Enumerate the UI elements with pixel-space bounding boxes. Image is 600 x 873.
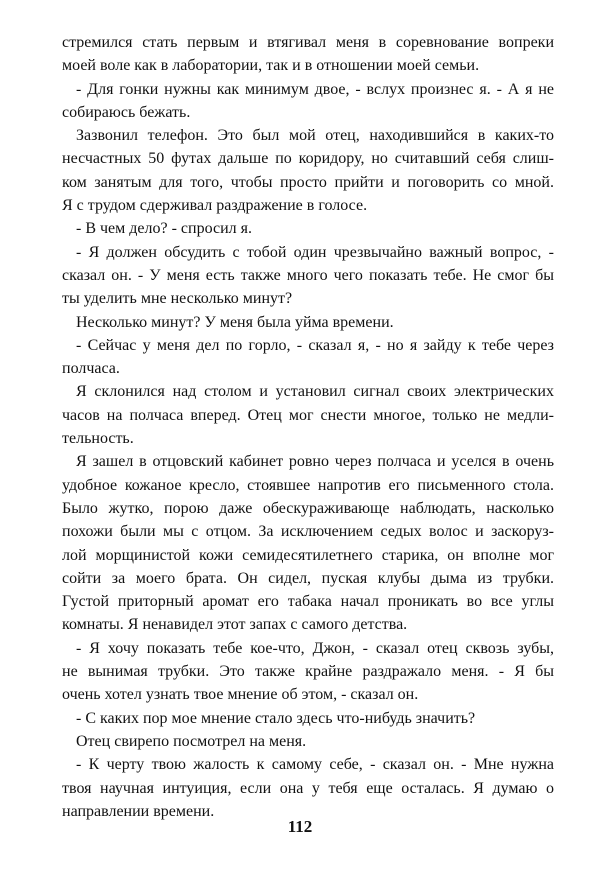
text-line: удобное кожаное кресло, стоявшее напротив его письменного стола. [62, 476, 554, 494]
text-line: - Я хочу показать тебе кое-что, Джон, - сказал отец сквозь зубы, [76, 639, 554, 657]
text-line: часов на полчаса вперед. Отец мог снести многое, только не медли- [62, 406, 554, 424]
text-line: не вынимая трубки. Это также крайне раздражало меня. - Я бы [62, 663, 554, 681]
text-line: - Для гонки нужны как минимум двое, - вслух произнес я. - А я не [76, 80, 554, 98]
text-line: Отец свирепо посмотрел на меня. [76, 732, 307, 750]
text-line: комнаты. Я ненавидел этот запах с самого детства. [62, 616, 408, 634]
page-number: 112 [287, 817, 313, 836]
text-line: ком занятым для того, чтобы просто прийти и поговорить со мной. [62, 173, 554, 191]
text-line: сказал он. - У меня есть также много чего показать тебе. Не смог бы [62, 266, 554, 284]
text-line: Густой приторный аромат его табака начал проникать во все углы [62, 593, 554, 611]
text-line: стремился стать первым и втягивал меня в соревнование вопреки [62, 34, 554, 51]
text-line: тельность. [62, 430, 134, 448]
text-line: Несколько минут? У меня была уйма времени. [76, 313, 394, 331]
text-line: сойти за моего брата. Он сидел, пуская клубы дыма из трубки. [62, 569, 554, 587]
text-line: Я зашел в отцовский кабинет ровно через полчаса и уселся в очень [76, 453, 554, 471]
text-line: - С каких пор мое мнение стало здесь что-нибудь значить? [76, 709, 476, 727]
text-line: направлении времени. [62, 802, 215, 820]
page-body-text [62, 31, 554, 823]
text-line: Зазвонил телефон. Это был мой отец, находившийся в каких-то [76, 127, 554, 145]
text-line: - Сейчас у меня дел по горло, - сказал я, - но я зайду к тебе через [76, 336, 554, 354]
text-line: - В чем дело? - спросил я. [76, 220, 252, 238]
text-line: полчаса. [62, 360, 120, 378]
text-line: ты уделить мне несколько минут? [62, 290, 293, 308]
text-line: очень хотел узнать твое мнение об этом, - сказал он. [62, 686, 419, 704]
text-line: Я склонился над столом и установил сигнал своих электрических [76, 383, 554, 401]
text-line: - К черту твою жалость к самому себе, - сказал он. - Мне нужна [76, 756, 554, 774]
text-line: несчастных 50 футах дальше по коридору, но считавший себя слиш- [62, 150, 554, 168]
text-line: моей воле как в лаборатории, так и в отношении моей семьи. [62, 57, 480, 75]
text-line: Было жутко, порою даже обескураживающе наблюдать, насколько [62, 499, 554, 517]
text-line: твоя научная интуиция, если она у тебя еще осталась. Я думаю о [62, 779, 554, 797]
text-line: Я с трудом сдерживал раздражение в голосе. [62, 197, 368, 215]
text-line: собираюсь бежать. [62, 103, 191, 121]
text-line: лой морщинистой кожи семидесятилетнего старика, он вполне мог [62, 546, 554, 564]
text-line: похожи были мы с отцом. За исключением седых волос и заскоруз- [62, 523, 554, 541]
text-line: - Я должен обсудить с тобой один чрезвычайно важный вопрос, - [76, 243, 554, 261]
